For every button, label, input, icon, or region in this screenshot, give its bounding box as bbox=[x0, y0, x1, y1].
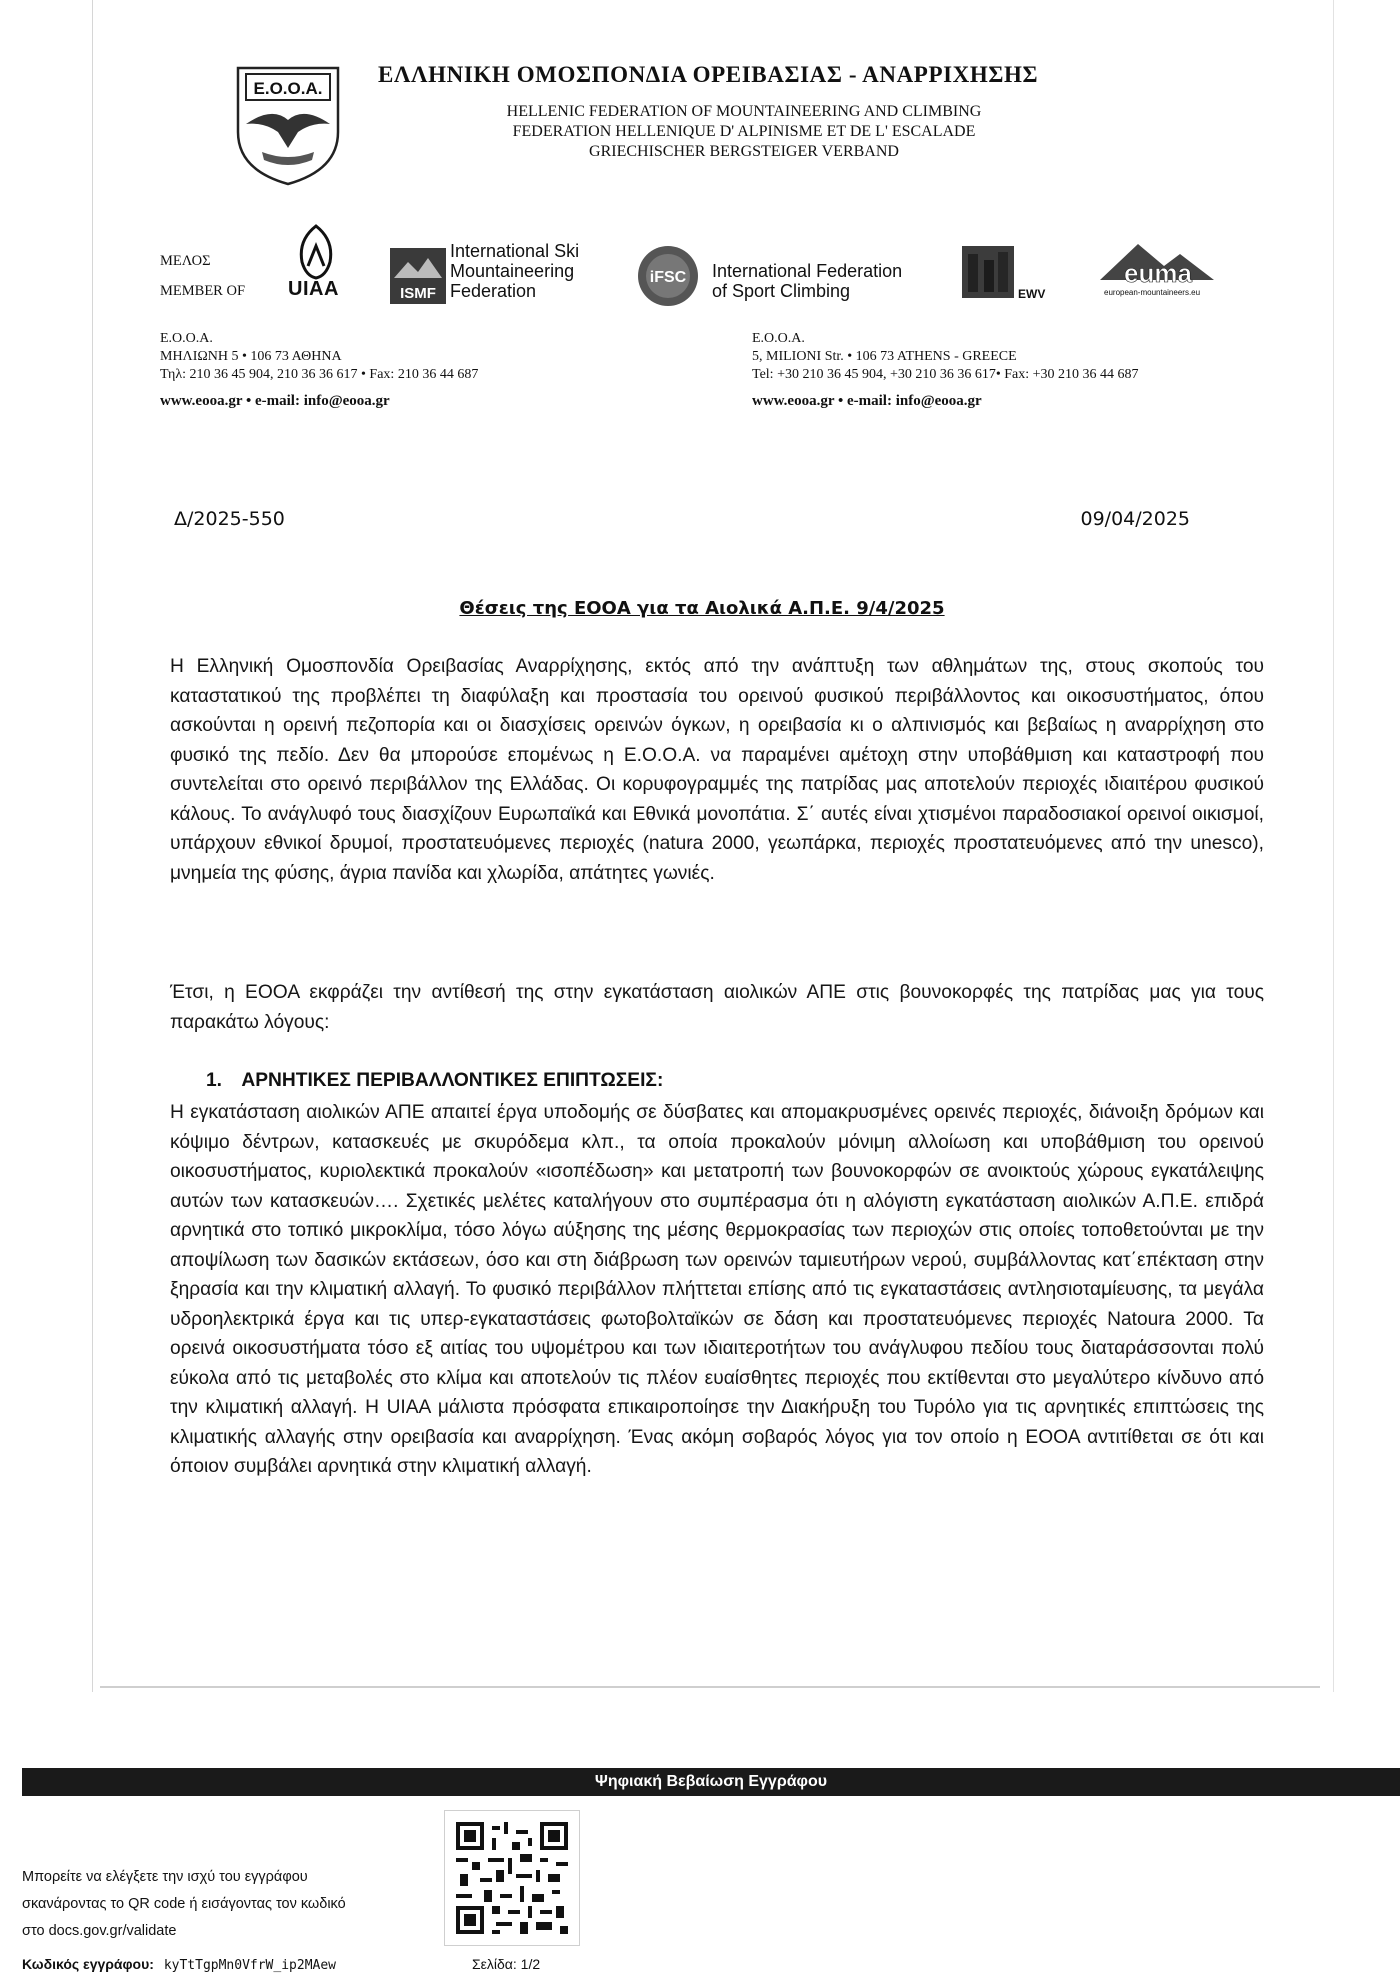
address-greek-line1: Ε.Ο.Ο.Α. bbox=[160, 331, 213, 346]
federation-name-translations bbox=[464, 102, 1024, 162]
address-english-line3: Tel: +30 210 36 45 904, +30 210 36 36 617• Fax: +30 210 36 44 687 bbox=[752, 367, 1139, 382]
ifsc-logo bbox=[636, 244, 700, 308]
ifsc-name bbox=[712, 261, 902, 301]
web-email-english: www.eooa.gr • e-mail: info@eooa.gr bbox=[752, 393, 982, 409]
body-paragraph-3: Η εγκατάσταση αιολικών ΑΠΕ απαιτεί έργα υποδομής σε δύσβατες και απομακρυσμένες ορεινές περιοχές, διάνοιξη δρόμων και κόψιμο δέντρων, κατασκευές με σκυρόδεμα κλπ., τα οποία προκαλούν μόνιμη αλλοίωση και υποβάθμιση του ορεινού οικοσυστήματος, κυριολεκτικά προκαλούν «ισοπέδωση» και μετατροπή των βουνοκορφών σε ανοικτούς χώρους εγκατάλειψης αυτών των κατασκευών…. Σχετικές μελέτες καταλήγουν στο συμπέρασμα ότι η αλόγιστη εγκατάσταση αιολικών Α.Π.Ε. επιδρά αρνητικά στο τοπικό μικροκλίμα, τόσο λόγω αύξησης της μέσης θερμοκρασίας των περιοχών στις οποίες τοποθετούνται με την αποψίλωση των δασικών εκτάσεων, όσο και στη διάβρωση των ορεινών ταμιευτήρων νερού, συμβάλλοντας κατ΄επέκταση στην ξηρασία και την κλιματική αλλαγή. Το φυσικό περιβάλλον πλήττεται επίσης από τις εγκαταστάσεις αντλησιοταμίευσης, τα μεγάλα υδροηλεκτρικά έργα και τις υπερ-εγκαταστάσεις φωτοβολταϊκών σε δάση και προστατευόμενες περιοχές Natoura 2000. Τα ορεινά οικοσυστήματα τόσο εξ αιτίας του υψομέτρου και των ιδιαιτεροτήτων του ανάγλυφου πεδίου τους διαταράσσονται πολύ εύκολα από τις μεταβολές στο κλίμα και αποτελούν τις πλέον ευαίσθητες περιοχές που εκτίθενται στο μεγαλύτερο κίνδυνο από την κλιματική αλλαγή. Η UIAA μάλιστα πρόσφατα επικαιροποίησε την Διακήρυξη του Τυρόλο για τις αρνητικές επιπτώσεις της κλιματικής αλλαγής στην ορειβασία και αναρρίχηση. Ένας ακόμη σοβαρός λόγος για τον οποίο η ΕΟΟΑ αντιτίθεται σε ότι και όποιον συμβάλει αρνητικά στην κλιματική αλλαγή. bbox=[170, 1102, 1264, 1477]
address-greek-line2: ΜΗΛΙΩΝΗ 5 • 106 73 ΑΘΗΝΑ bbox=[160, 349, 342, 364]
member-of-label bbox=[160, 246, 245, 306]
ismf-logo bbox=[390, 248, 446, 304]
address-english-line2: 5, MILIONI Str. • 106 73 ATHENS - GREECE bbox=[752, 349, 1017, 364]
document-code-row bbox=[22, 1956, 336, 1973]
web-email-greek: www.eooa.gr • e-mail: info@eooa.gr bbox=[160, 393, 390, 409]
ifsc-name-line2: of Sport Climbing bbox=[712, 281, 851, 301]
ismf-name-line1: International Ski bbox=[450, 241, 580, 261]
ifsc-name-line1: International Federation bbox=[712, 261, 903, 281]
euma-website: european-mountaineers.eu bbox=[1104, 288, 1201, 297]
qr-code[interactable] bbox=[444, 1810, 580, 1946]
section-number: 1. bbox=[206, 1070, 223, 1091]
validation-line2: σκανάροντας το QR code ή εισάγοντας τον κωδικό bbox=[22, 1896, 346, 1912]
document-date: 09/04/2025 bbox=[1080, 508, 1190, 530]
validation-line1: Μπορείτε να ελέγξετε την ισχύ του εγγράφου bbox=[22, 1869, 308, 1885]
validation-line3: στο docs.gov.gr/validate bbox=[22, 1923, 177, 1939]
federation-name-german: GRIECHISCHER BERGSTEIGER VERBAND bbox=[589, 143, 899, 160]
section-title: ΑΡΝΗΤΙΚΕΣ ΠΕΡΙΒΑΛΛΟΝΤΙΚΕΣ ΕΠΙΠΤΩΣΕΙΣ: bbox=[241, 1070, 664, 1091]
page-edge-divider bbox=[100, 1686, 1320, 1688]
address-greek-line3: Τηλ: 210 36 45 904, 210 36 36 617 • Fax: 210 36 44 687 bbox=[160, 367, 479, 382]
euma-wordmark: euma bbox=[1124, 258, 1192, 288]
ifsc-badge-text: iFSC bbox=[649, 269, 687, 286]
federation-name-english: HELLENIC FEDERATION OF MOUNTAINEERING AND CLIMBING bbox=[506, 103, 982, 120]
document-title: Θέσεις της ΕΟΟΑ για τα Αιολικά Α.Π.Ε. 9/4/2025 bbox=[459, 598, 945, 619]
member-label-english: MEMBER OF bbox=[160, 283, 246, 299]
address-english-line1: Ε.Ο.Ο.Α. bbox=[752, 331, 805, 346]
ewv-wordmark: EWV bbox=[1018, 287, 1046, 301]
digital-certification-bar: Ψηφιακή Βεβαίωση Εγγράφου bbox=[22, 1768, 1400, 1796]
ewv-logo bbox=[962, 246, 1014, 298]
address-english bbox=[752, 330, 1139, 384]
ismf-badge-text: ISMF bbox=[400, 285, 436, 302]
body-paragraph-2: Έτσι, η ΕΟΟΑ εκφράζει την αντίθεσή της στην εγκατάσταση αιολικών ΑΠΕ στις βουνοκορφές της πατρίδας μας για τους παρακάτω λόγους: bbox=[170, 982, 1264, 1033]
crest-text: Ε.Ο.Ο.Α. bbox=[253, 79, 323, 98]
member-label-greek: ΜΕΛΟΣ bbox=[160, 253, 211, 269]
federation-name-french: FEDERATION HELLENIQUE D' ALPINISME ET DE L' ESCALADE bbox=[512, 123, 976, 140]
ismf-name-line3: Federation bbox=[450, 281, 537, 301]
ismf-name-line2: Mountaineering bbox=[450, 261, 575, 281]
page-number: Σελίδα: 1/2 bbox=[472, 1956, 541, 1972]
document-code-label: Κωδικός εγγράφου: bbox=[22, 1956, 154, 1972]
document-code-value: kyTtTgpMn0VfrW_ip2MAew bbox=[163, 1958, 336, 1973]
federation-name-greek: ΕΛΛΗΝΙΚΗ ΟΜΟΣΠΟΝΔΙΑ ΟΡΕΙΒΑΣΙΑΣ - ΑΝΑΡΡΙΧΗΣΗΣ bbox=[378, 62, 1039, 87]
section-heading-1 bbox=[206, 1070, 663, 1092]
address-greek bbox=[160, 330, 478, 384]
ismf-name bbox=[450, 241, 579, 301]
eooa-crest-logo bbox=[232, 62, 344, 188]
validation-instructions bbox=[22, 1864, 422, 1945]
body-paragraph-1: Η Ελληνική Ομοσπονδία Ορειβασίας Αναρρίχησης, εκτός από την ανάπτυξη των αθλημάτων της, στους σκοπούς του καταστατικού της προβλέπει τη διαφύλαξη και προστασία του ορεινού φυσικού περιβάλλοντος και οικοσυστήματος, όπου ασκούνται η ορεινή πεζοπορία και οι διασχίσεις ορεινών όγκων, η ορειβασία κι ο αλπινισμός και βεβαίως η αναρρίχηση στο φυσικό της πεδίο. Δεν θα μπορούσε επομένως η Ε.Ο.Ο.Α. να παραμένει αμέτοχη στην υποβάθμιση και καταστροφή που συντελείται στο ορεινό περιβάλλον της Ελλάδας. Οι κορυφογραμμές της πατρίδας μας αποτελούν περιοχές ιδιαιτέρου φυσικού κάλους. Το ανάγλυφό τους διασχίζουν Ευρωπαϊκά και Εθνικά μονοπάτια. Σ΄ αυτές είναι χτισμένοι παραδοσιακοί ορεινοί οικισμοί, υπάρχουν εθνικοί δρυμοί, προστατευόμενες περιοχές (natura 2000, γεωπάρκα, περιοχές προστατευόμενες από την unesco), μνημεία της φύσης, άγρια πανίδα και χλωρίδα, απάτητες γωνιές. bbox=[170, 656, 1264, 884]
document-reference: Δ/2025-550 bbox=[174, 508, 285, 530]
uiaa-wordmark: UIAA bbox=[288, 278, 339, 300]
